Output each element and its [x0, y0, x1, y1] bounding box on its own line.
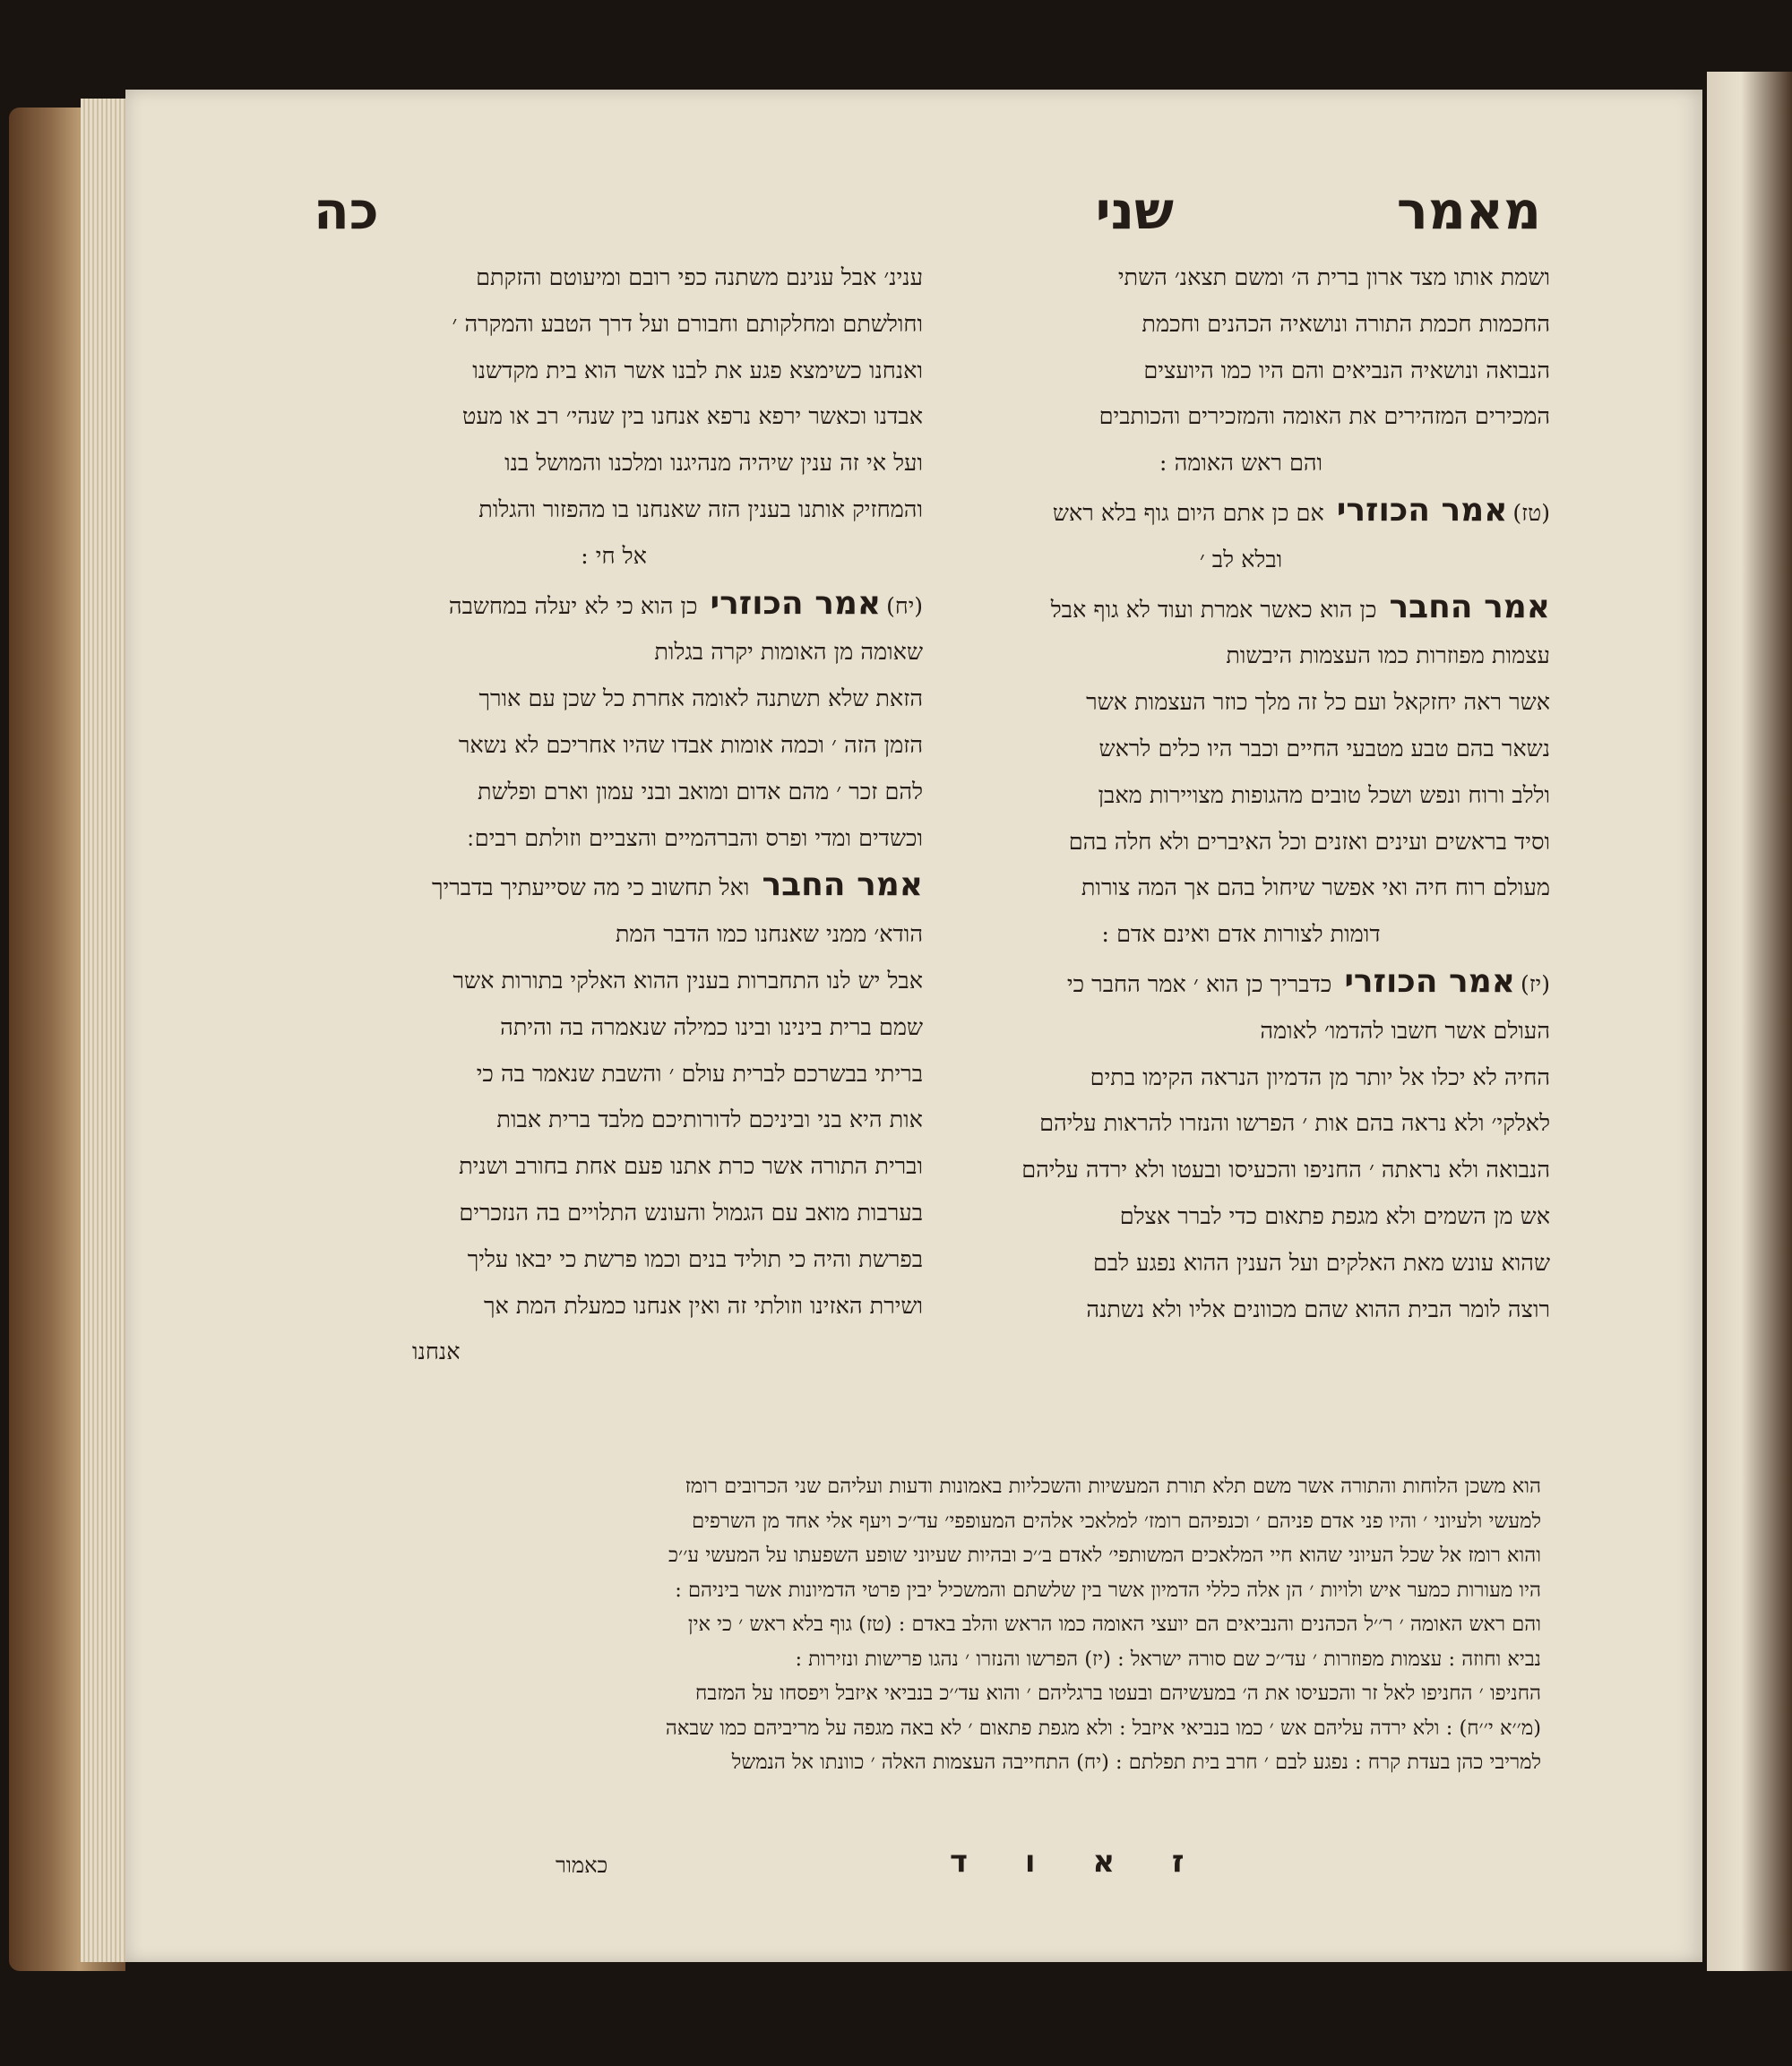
- footnote-line: והם ראש האומה ׳ ר׳׳ל הכהנים והנביאים הם יועצי האומה כמו הראש והלב באדם : (טז) גוף בלא ראש ׳ כי אין: [687, 1613, 1541, 1636]
- text-line: כן הוא כי לא יעלה במחשבה: [448, 592, 698, 620]
- header-title: מאמר: [1396, 180, 1541, 241]
- facing-page-edge: [1707, 72, 1792, 1971]
- speaker-line: [305, 581, 923, 631]
- text-line: אבל יש לנו התחברות בענין ההוא האלקי בתורות אשר: [452, 967, 923, 994]
- text-line: הנבואה ונושאיה הנביאים והם היו כמו היועצים: [1143, 357, 1550, 384]
- speaker-line: [932, 487, 1550, 538]
- text-line: ואל תחשוב כי מה שסייעתיך בדבריך: [432, 874, 750, 902]
- speaker-heading: אמר הכוזרי: [710, 584, 882, 622]
- signature-mark: ז א ו ד: [950, 1844, 1208, 1880]
- text-line: וכשדים ומדי ופרס והברהמיים והצביים וזולתם רבים ׃: [467, 824, 923, 852]
- left-column: [305, 255, 923, 1447]
- footnotes: [309, 1469, 1541, 1780]
- text-line: אש מן השמים ולא מגפת פתאום כדי לברר אצלם: [1119, 1202, 1550, 1230]
- text-line: וחולשתם ומחלקותם וחבורם ועל דרך הטבע והמקרה ׳: [452, 310, 923, 338]
- text-line: אבדנו וכאשר ירפא נרפא אנחנו בין שנהי׳ רב או מעט: [461, 403, 923, 431]
- text-columns: [305, 255, 1550, 1447]
- footnote-line: (מ׳׳א י׳׳ח) : ולא ירדה עליהם אש ׳ כמו בנביאי איזבל : ולא מגפת פתאום ׳ לא באה מגפה על מריביהם כמו שבאה: [665, 1716, 1541, 1740]
- text-line: אשר ראה יחזקאל ועם כל זה מלך כוזר העצמות אשר: [1086, 689, 1550, 717]
- text-line: העולם אשר חשבו להדמו׳ לאומה: [1260, 1017, 1550, 1045]
- text-line: אל חי :: [581, 542, 647, 570]
- footnote-line: למעשי ולעיוני ׳ והיו פני אדם פניהם ׳ וכנפיהם רומז׳ למלאכי אלהים המעופפי׳ עד׳׳כ ויעף אלי אחד מן השרפים: [692, 1509, 1541, 1533]
- text-line: הזאת שלא תשתנה לאומה אחרת כל שכן עם אורך: [478, 685, 923, 713]
- text-line: החכמות חכמת התורה ונושאיה הכהנים וחכמת: [1142, 310, 1550, 338]
- text-line: החיה לא יכלו אל יותר מן הדמיון הנראה הקימו בתים: [1090, 1063, 1550, 1091]
- footnote-line: הוא משכן הלוחות והתורה אשר משם תלא תורת המעשיות והשכליות באמונות ודעות ועליהם שני הכרובים רומז: [685, 1475, 1541, 1498]
- text-line: בפרשת והיה כי תוליד בנים וכמו פרשת כי יבאו עליך: [467, 1245, 923, 1273]
- text-line: שהוא עונש מאת האלקים ועל הענין ההוא נפגע לבם: [1092, 1249, 1550, 1277]
- text-line: ועל אי זה ענין שיהיה מנהיגנו ומלכנו והמושל בנו: [504, 450, 923, 478]
- footnote-line: והוא רומז אל שכל העיוני שהוא חיי המלאכים המשותפי׳ לאדם ב׳׳כ ובהיות שעיוני שופע השפעתו על המעשי ע׳׳כ: [668, 1544, 1541, 1567]
- text-line: בריתי בבשרכם לברית עולם ׳ והשבת שנאמר בה כי: [476, 1060, 923, 1088]
- text-line: בערבות מואב עם הגמול והעונש התלויים בה הנזכרים: [459, 1199, 923, 1227]
- text-line: כדבריך כן הוא ׳ אמר החבר כי: [1066, 970, 1332, 998]
- folio-number: כה: [314, 180, 379, 241]
- footnote-line: למריבי כהן בעדת קרח : נפגע לבם ׳ חרב בית תפלתם : (יח) התחייבה העצמות האלה ׳ כוונתו אל הנמשל: [731, 1751, 1541, 1774]
- text-line: שאומה מן האומות יקרה בגלות: [654, 639, 923, 667]
- text-line: מעולם רוח חיה ואי אפשר שיחול בהם אך המה צורות: [1081, 874, 1550, 902]
- section-marker: (יח): [886, 592, 923, 619]
- header-section: שני: [1095, 180, 1174, 241]
- text-line: ענינ׳ אבל ענינם משתנה כפי רובם ומיעוטם והזקתם: [476, 264, 923, 291]
- column-catchword: אנחנו: [412, 1339, 461, 1366]
- text-line: הודא׳ ממני שאנחנו כמו הדבר המת: [615, 921, 923, 949]
- speaker-line: [932, 584, 1550, 634]
- text-line: והם ראש האומה :: [1159, 450, 1323, 478]
- text-line: דומות לצורות אדם ואינם אדם :: [1101, 921, 1381, 949]
- text-line: וסיד בראשים ועינים ואזנים וכל האיברים ולא חלה בהם: [1068, 828, 1550, 856]
- text-line: ושירת האזינו וזולתי זה ואין אנחנו כמעלת המת אך: [483, 1292, 923, 1320]
- text-line: אם כן אתם היום גוף בלא ראש: [1052, 499, 1324, 527]
- text-line: והמחזיק אותנו בענין הזה שאנחנו בו מהפזור והגלות: [478, 495, 923, 523]
- text-line: עצמות מפוזרות כמו העצמות היבשות: [1226, 642, 1550, 670]
- text-line: ובלא לב ׳: [1199, 546, 1283, 573]
- speaker-heading: אמר החבר: [1389, 588, 1550, 625]
- text-line: רוצה לומר הבית ההוא שהם מכוונים אליו ולא נשתנה: [1086, 1296, 1550, 1323]
- text-line: המכירים המזהירים את האומה והמזכירים והכותבים: [1098, 403, 1550, 431]
- section-marker: (טז): [1512, 499, 1550, 526]
- speaker-heading: אמר החבר: [762, 866, 923, 904]
- text-line: וברית התורה אשר כרת אתנו פעם אחת בחורב ושנית: [459, 1153, 923, 1181]
- text-line: שמם ברית בינינו ובינו כמילה שנאמרה בה והיתה: [500, 1013, 923, 1041]
- section-marker: (יז): [1520, 970, 1550, 997]
- running-header: [314, 179, 1541, 242]
- text-line: נשאר בהם טבע מטבעי החיים וכבר היו כלים לראש: [1098, 735, 1550, 762]
- speaker-line: [932, 959, 1550, 1009]
- speaker-heading: אמר הכוזרי: [1344, 962, 1515, 1000]
- speaker-line: [305, 862, 923, 912]
- footnote-line: היו מעורות כמער איש ולויות ׳ הן אלה כללי הדמיון אשר בין שלשתם והמשכיל יבין פרטי הדמיונות אשר ביניהם :: [675, 1578, 1541, 1602]
- text-line: לאלקי׳ ולא נראה בהם אות ׳ הפרשו והנזרו להראות עליהם: [1039, 1110, 1550, 1138]
- text-line: ושמת אותו מצד ארון ברית ה׳ ומשם תצאנ׳ השתי: [1117, 264, 1550, 291]
- text-line: הזמן הזה ׳ וכמה אומות אבדו שהיו אחריכם לא נשאר: [458, 731, 923, 759]
- footnote-line: החניפו ׳ החניפו לאל זר והכעיסו את ה׳ במעשיהם ובעטו ברגליהם ׳ והוא עד׳׳כ בנביאי איזבל ויפסחו על המזבח: [695, 1682, 1541, 1705]
- text-line: ואנחנו כשימצא פגע את לבנו אשר הוא בית מקדשנו: [472, 357, 923, 384]
- text-line: הנבואה ולא נראתה ׳ החניפו והכעיסו ובעטו ולא ירדה עליהם: [1021, 1157, 1550, 1184]
- catchword: כאמור: [556, 1853, 608, 1878]
- footnote-line: נביא וחוזה : עצמות מפוזרות ׳ עד׳׳כ שם סורה ישראל : (יז) הפרשו והנזרו ׳ נהגו פרישות ונזירות :: [795, 1647, 1541, 1671]
- book-page: [125, 90, 1702, 1962]
- text-line: כן הוא כאשר אמרת ועוד לא גוף אבל: [1050, 596, 1377, 624]
- text-line: להם זכר ׳ מהם אדום ומואב ובני עמון וארם ופלשת: [478, 778, 923, 805]
- right-column: [932, 255, 1550, 1447]
- speaker-heading: אמר הכוזרי: [1336, 491, 1508, 529]
- text-line: אות היא בני וביניכם לדורותיכם מלבד ברית אבות: [496, 1106, 923, 1134]
- text-line: וללב ורוח ונפש ושכל טובים מהגופות מצויירות מאבן: [1098, 781, 1550, 809]
